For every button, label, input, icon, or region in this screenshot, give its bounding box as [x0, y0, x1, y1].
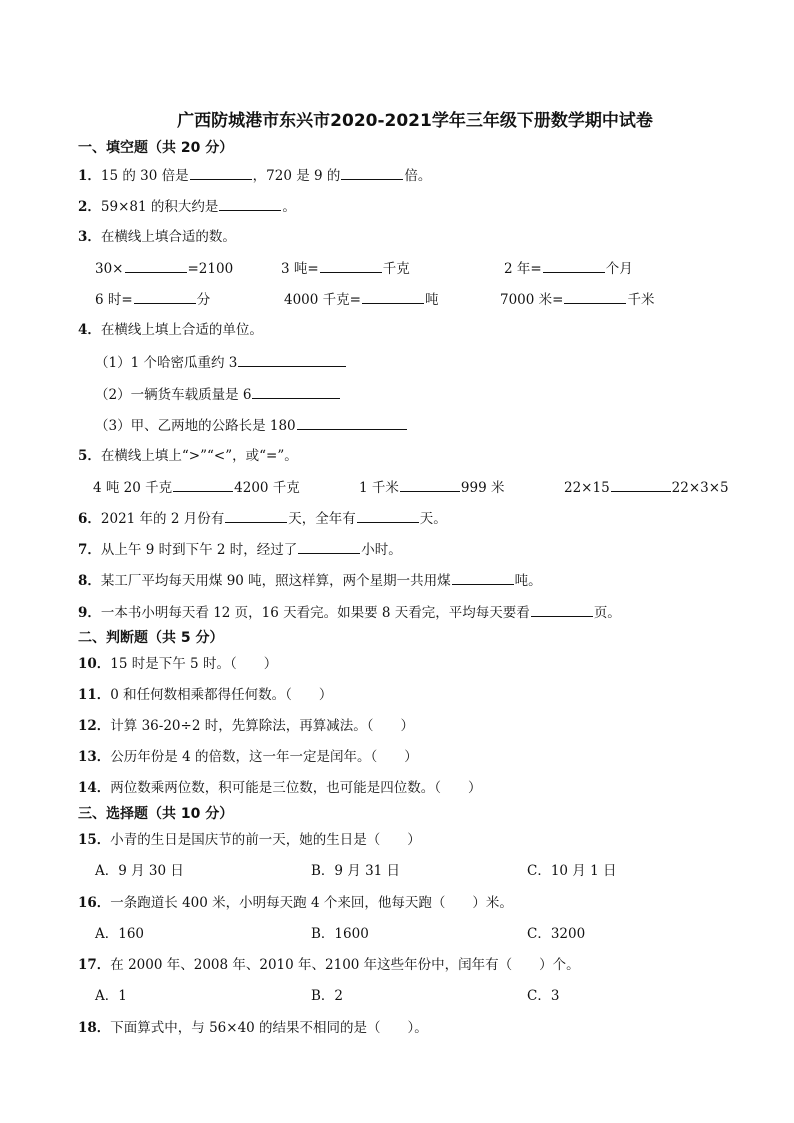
item-text: 4 吨 20 千克 [93, 480, 173, 496]
item-text: 4200 千克 [234, 480, 300, 496]
item-text: （2）一辆货车载质量是 6 [95, 387, 252, 403]
answer-blank[interactable] [531, 602, 593, 617]
question-12 [78, 716, 414, 736]
question-number: 1． [78, 168, 101, 184]
answer-blank[interactable] [320, 258, 382, 273]
answer-blank[interactable] [134, 289, 196, 304]
question-number: 8． [78, 573, 101, 589]
answer-blank[interactable] [252, 384, 340, 399]
answer-blank[interactable] [298, 539, 360, 554]
item-text: 3 吨= [281, 261, 319, 277]
question-17 [78, 955, 580, 975]
section-heading-fill-blank: 一、填空题（共 20 分） [78, 140, 234, 156]
q5-compare-1 [93, 477, 300, 498]
question-14 [78, 778, 482, 798]
item-text: （1）1 个哈密瓜重约 3 [95, 355, 238, 371]
answer-blank[interactable] [341, 165, 403, 180]
q4-item-3 [95, 415, 408, 436]
answer-blank[interactable] [190, 165, 252, 180]
question-number: 9． [78, 605, 101, 621]
option-a[interactable]: A．1 [95, 988, 127, 1004]
question-text: 在横线上填合适的数。 [100, 229, 236, 245]
question-number: 12． [78, 718, 111, 734]
question-number: 18． [78, 1020, 111, 1036]
question-15 [78, 830, 421, 850]
answer-blank[interactable] [564, 289, 626, 304]
item-text: 30× [95, 261, 124, 277]
question-number: 6． [78, 511, 101, 527]
q4-item-2 [95, 384, 341, 405]
option-a[interactable]: A．9 月 30 日 [95, 863, 184, 879]
q5-compare-2 [359, 477, 504, 498]
question-number: 11． [78, 687, 111, 703]
answer-blank[interactable] [225, 508, 287, 523]
item-text: 22×3×5 [671, 480, 729, 496]
item-text: 分 [196, 292, 211, 308]
question-number: 16． [78, 895, 111, 911]
question-text: 小时。 [361, 542, 402, 558]
question-13 [78, 747, 418, 767]
question-text[interactable]: 15 时是下午 5 时。（ ） [110, 656, 278, 672]
question-text[interactable]: 两位数乘两位数，积可能是三位数，也可能是四位数。（ ） [110, 780, 482, 796]
question-text: 天。 [419, 511, 447, 527]
item-text: 2 年= [504, 261, 542, 277]
question-11 [78, 685, 332, 705]
q3-item-b [281, 258, 410, 279]
question-16 [78, 893, 513, 913]
item-text: 1 千米 [359, 480, 399, 496]
question-text: 15 的 30 倍是 [100, 168, 189, 184]
question-text: 2021 年的 2 月份有 [100, 511, 225, 527]
question-number: 3． [78, 229, 101, 245]
question-number: 5． [78, 448, 101, 464]
question-text: 在 2000 年、2008 年、2010 年、2100 年这些年份中，闰年有（ ）个。 [110, 957, 580, 973]
question-text: 小青的生日是国庆节的前一天，她的生日是（ ） [110, 832, 421, 848]
answer-blank[interactable] [357, 508, 419, 523]
answer-blank[interactable] [297, 415, 407, 430]
section-heading-true-false: 二、判断题（共 5 分） [78, 630, 224, 646]
question-number: 10． [78, 656, 111, 672]
question-text[interactable]: 公历年份是 4 的倍数，这一年一定是闰年。（ ） [110, 749, 418, 765]
question-number: 13． [78, 749, 111, 765]
section-heading-multiple-choice: 三、选择题（共 10 分） [78, 806, 234, 822]
question-number: 2． [78, 199, 101, 215]
question-text: 天，全年有 [288, 511, 356, 527]
question-number: 14． [78, 780, 111, 796]
q3-item-c [504, 258, 633, 279]
question-text: 在横线上填上合适的单位。 [100, 322, 263, 338]
item-text: 千米 [627, 292, 655, 308]
item-text: （3）甲、乙两地的公路长是 180 [95, 418, 296, 434]
q3-item-f [500, 289, 654, 310]
question-text: 从上午 9 时到下午 2 时，经过了 [100, 542, 298, 558]
item-text: =2100 [187, 261, 234, 277]
item-text: 22×15 [564, 480, 610, 496]
question-text[interactable]: 计算 36-20÷2 时，先算除法，再算减法。（ ） [110, 718, 414, 734]
question-text: 在横线上填上“>”“<”，或“=”。 [100, 448, 298, 464]
option-b[interactable]: B．1600 [311, 926, 369, 942]
option-b[interactable]: B．2 [311, 988, 344, 1004]
question-number: 15． [78, 832, 111, 848]
question-8 [78, 570, 542, 591]
question-5 [78, 446, 298, 466]
answer-blank[interactable] [219, 196, 281, 211]
item-text: 7000 米= [500, 292, 564, 308]
answer-blank[interactable] [452, 570, 514, 585]
item-text: 4000 千克= [284, 292, 361, 308]
answer-blank[interactable] [125, 258, 187, 273]
question-text: 。 [282, 199, 296, 215]
answer-blank[interactable] [611, 477, 671, 492]
q5-compare-3 [564, 477, 729, 498]
q3-item-a [95, 258, 233, 279]
question-text[interactable]: 0 和任何数相乘都得任何数。（ ） [110, 687, 333, 703]
question-text: 一本书小明每天看 12 页，16 天看完。如果要 8 天看完，平均每天要看 [100, 605, 530, 621]
q4-item-1 [95, 352, 347, 373]
question-6 [78, 508, 447, 529]
option-c[interactable]: C．3 [527, 988, 560, 1004]
q3-item-e [284, 289, 438, 310]
question-text: 倍。 [404, 168, 432, 184]
question-text: 某工厂平均每天用煤 90 吨，照这样算，两个星期一共用煤 [100, 573, 451, 589]
answer-blank[interactable] [362, 289, 424, 304]
question-3 [78, 227, 236, 247]
question-number: 4． [78, 322, 101, 338]
answer-blank[interactable] [173, 477, 233, 492]
option-c[interactable]: C．10 月 1 日 [527, 863, 617, 879]
answer-blank[interactable] [400, 477, 460, 492]
question-number: 17． [78, 957, 111, 973]
option-c[interactable]: C．3200 [527, 926, 586, 942]
question-4 [78, 320, 263, 340]
item-text: 999 米 [460, 480, 505, 496]
question-2 [78, 196, 296, 217]
question-1 [78, 165, 431, 186]
question-text: 一条跑道长 400 米，小明每天跑 4 个来回，他每天跑（ ）米。 [110, 895, 513, 911]
page-title: 广西防城港市东兴市2020-2021学年三年级下册数学期中试卷 [177, 111, 653, 131]
item-text: 个月 [605, 261, 633, 277]
answer-blank[interactable] [238, 352, 346, 367]
item-text: 吨 [424, 292, 439, 308]
question-7 [78, 539, 402, 560]
question-10 [78, 654, 277, 674]
answer-blank[interactable] [543, 258, 605, 273]
q3-item-d [95, 289, 210, 310]
item-text: 6 时= [95, 292, 133, 308]
question-text: ，720 是 9 的 [252, 168, 341, 184]
question-text: 吨。 [514, 573, 542, 589]
question-9 [78, 602, 621, 623]
question-text: 下面算式中，与 56×40 的结果不相同的是（ ）。 [110, 1020, 428, 1036]
option-b[interactable]: B．9 月 31 日 [311, 863, 401, 879]
option-a[interactable]: A．160 [95, 926, 145, 942]
question-number: 7． [78, 542, 101, 558]
question-text: 页。 [593, 605, 621, 621]
question-18 [78, 1018, 428, 1038]
item-text: 千克 [382, 261, 410, 277]
question-text: 59×81 的积大约是 [100, 199, 219, 215]
